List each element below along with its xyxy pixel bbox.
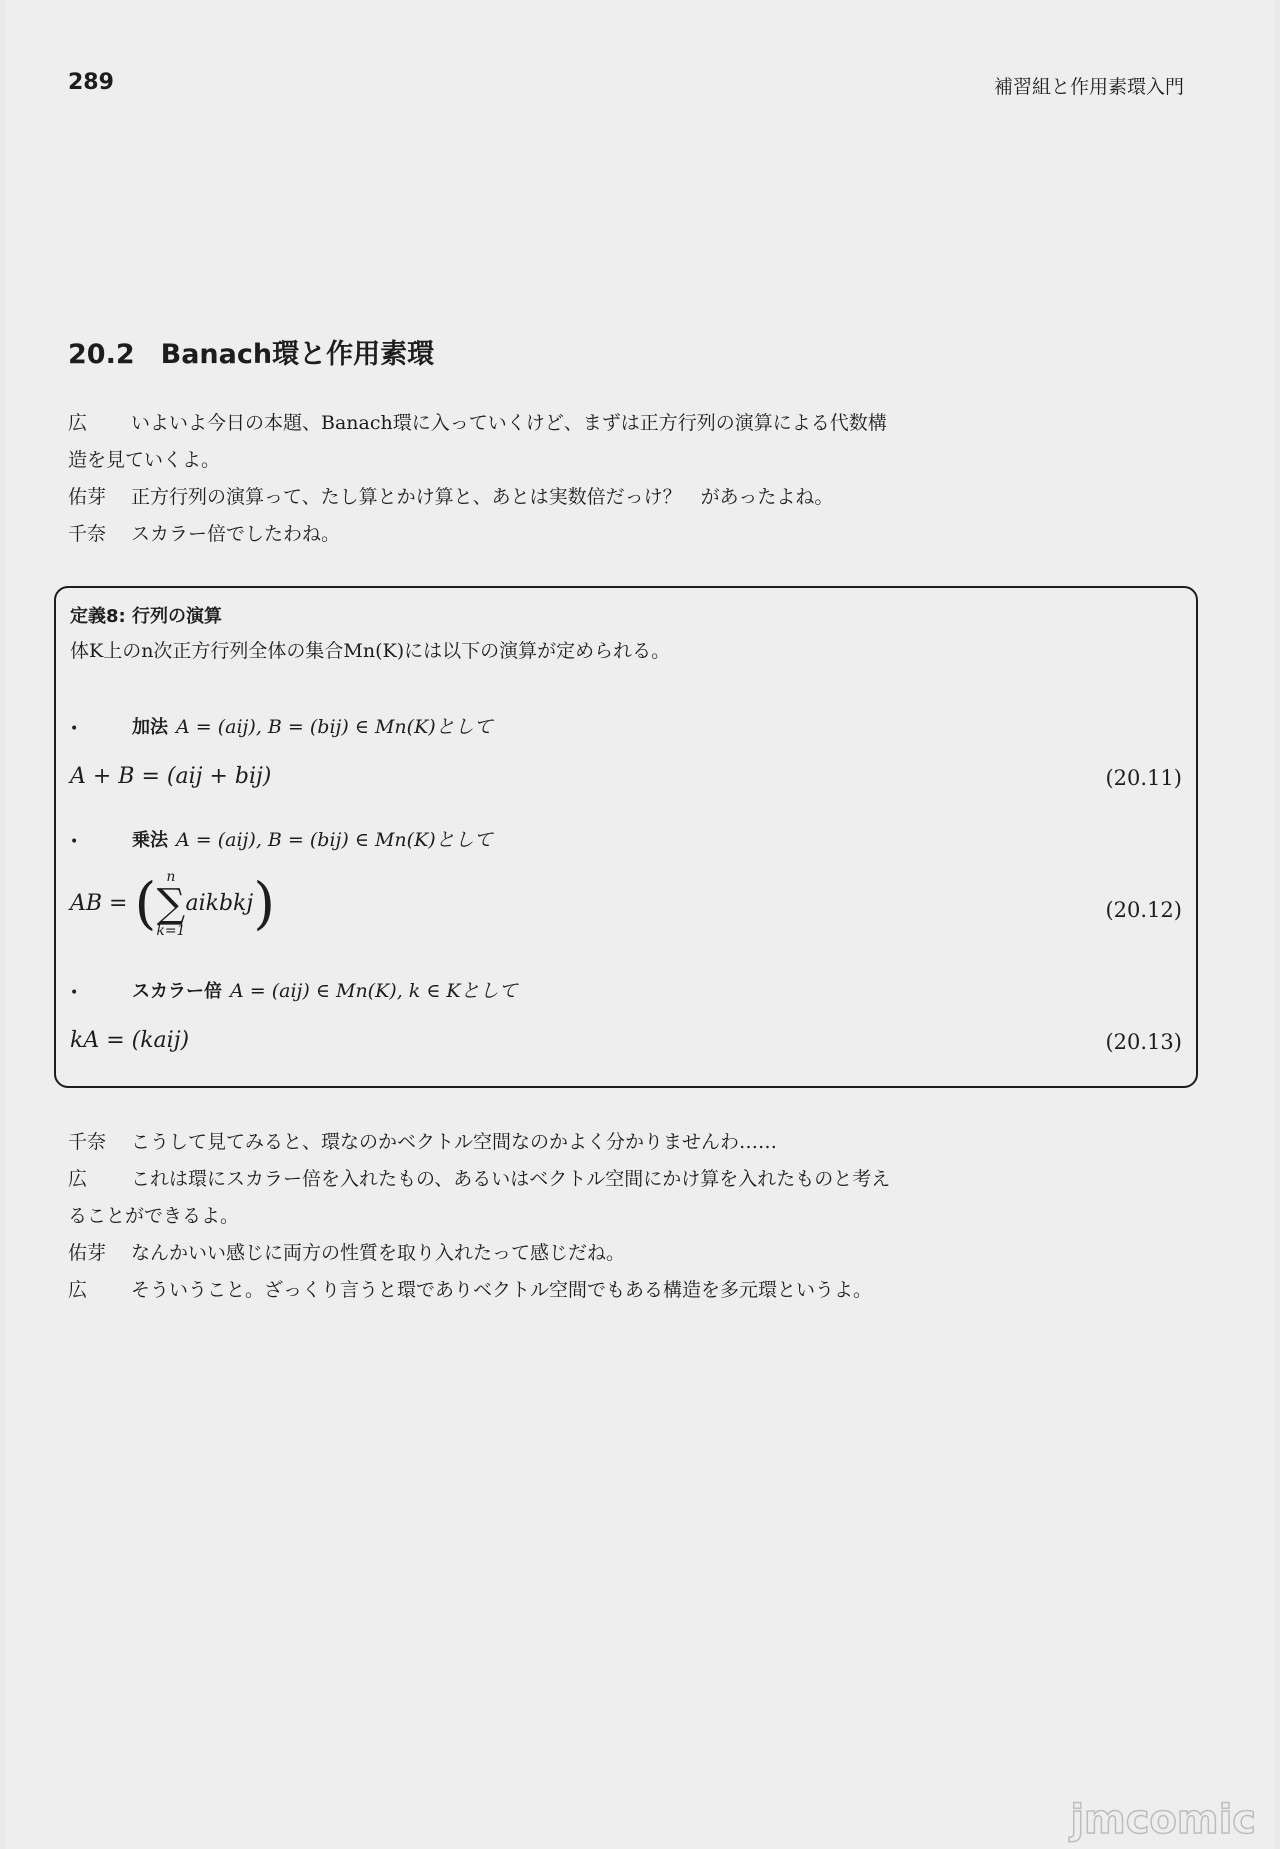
summation [156,870,185,938]
multiplication-item [70,825,493,852]
equation-number: (20.11) [1105,766,1182,790]
equation-number: (20.13) [1105,1030,1182,1054]
definition-box [54,586,1198,1088]
dialogue-bottom [68,1124,1028,1309]
item-label: 乗法 [132,830,168,851]
item-label: 加法 [132,717,168,738]
item-label: スカラー倍 [132,981,222,1002]
scalar-item [70,976,518,1003]
bullet: • [70,721,79,737]
speaker: 広 [68,1168,88,1190]
addition-item [70,712,493,739]
sum-body: aikbkj [185,891,254,916]
definition-title: 定義8: 行列の演算 [70,606,222,627]
speaker: 佑芽 [68,486,107,508]
speech: そういうこと。ざっくり言うと環でありベクトル空間でもある構造を多元環というよ。 [131,1279,873,1301]
speech: これは環にスカラー倍を入れたもの、あるいはベクトル空間にかけ算を入れたものと考え [131,1168,891,1190]
dialogue-line [68,1235,1028,1272]
speaker: 千奈 [68,523,107,545]
bullet: • [70,834,79,850]
section-title [68,332,434,371]
dialogue-line [68,516,1028,553]
speaker: 広 [68,412,88,434]
section-number: 20.2 [68,339,135,370]
item-condition: A = (aij), B = (bij) ∈ Mn(K)として [176,716,493,738]
dialogue-line [68,405,1028,442]
page-number: 289 [68,70,114,95]
speech: 正方行列の演算って、たし算とかけ算と、あとは実数倍だっけ？ があったよね。 [131,486,834,508]
speaker: 佑芽 [68,1242,107,1264]
sigma-symbol: ∑ [156,881,186,927]
left-paren: ( [134,871,157,937]
sum-lower: k=1 [156,923,186,939]
speech: スカラー倍でしたわね。 [131,523,341,545]
dialogue-line [68,442,1028,479]
right-paren: ) [253,871,276,937]
speech: なんかいい感じに両方の性質を取り入れたって感じだね。 [131,1242,626,1264]
dialogue-line [68,1198,1028,1235]
speech: いよいよ今日の本題、Banach環に入っていくけど、まずは正方行列の演算による代数構 [131,412,887,434]
equation-addition: A + B = (aij + bij) [70,764,272,789]
definition-intro: 体K上のn次正方行列全体の集合Mn(K)には以下の演算が定められる。 [70,640,671,662]
speaker: 千奈 [68,1131,107,1153]
dialogue-line [68,1272,1028,1309]
equation-number: (20.12) [1105,898,1182,922]
watermark-logo: jmcomic [1070,1797,1256,1843]
dialogue-line [68,479,1028,516]
equation-multiplication [70,870,275,938]
item-condition: A = (aij) ∈ Mn(K), k ∈ Kとして [230,980,518,1002]
speech: 造を見ていくよ。 [68,449,221,471]
dialogue-line [68,1124,1028,1161]
equation-scalar: kA = (kaij) [70,1028,190,1053]
speaker: 広 [68,1279,88,1301]
sum-upper: n [166,869,176,885]
item-condition: A = (aij), B = (bij) ∈ Mn(K)として [176,829,493,851]
running-head: 補習組と作用素環入門 [993,76,1184,98]
dialogue-top [68,405,1028,553]
speech: こうして見てみると、環なのかベクトル空間なのかよく分かりませんわ…… [131,1131,778,1153]
section-heading: Banach環と作用素環 [160,339,435,370]
speech: ることができるよ。 [68,1205,240,1227]
equation-lhs: AB = [70,891,128,916]
dialogue-line [68,1161,1028,1198]
book-page [6,0,1274,1849]
bullet: • [70,985,79,1001]
